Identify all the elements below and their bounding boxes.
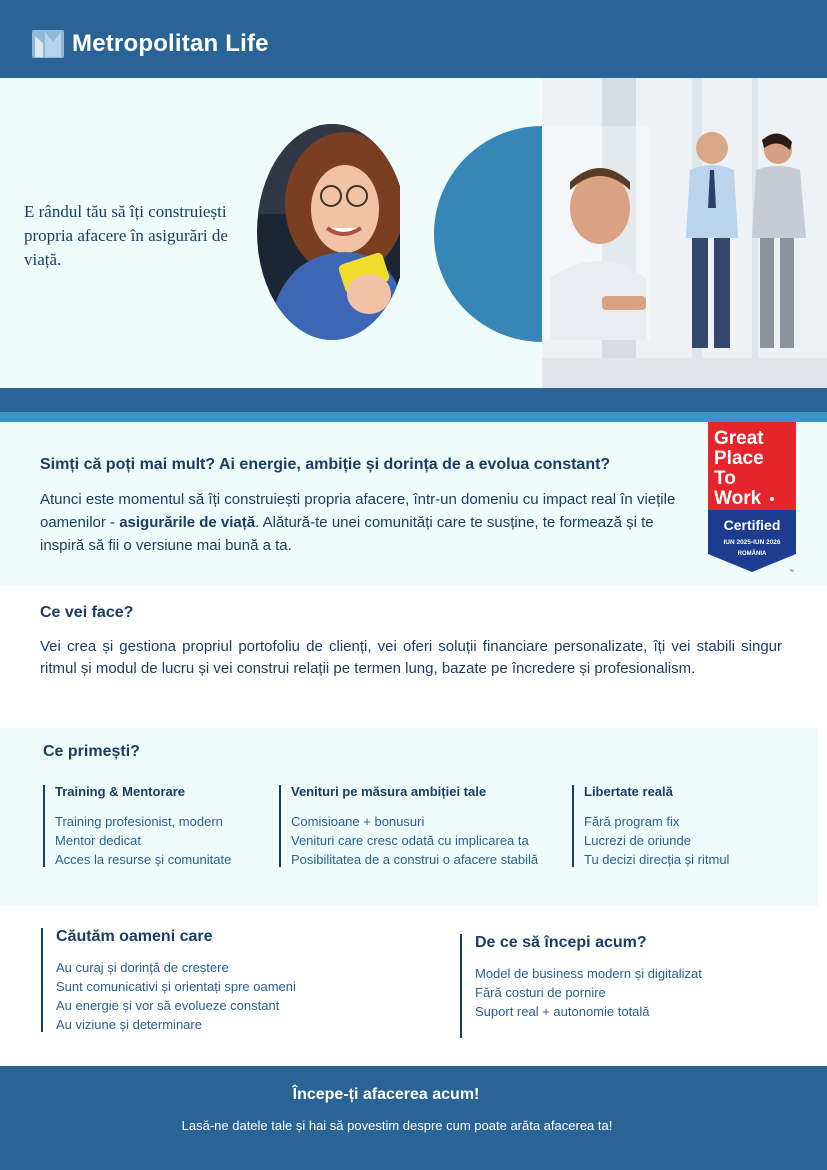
header [0,0,827,78]
cta-footer [0,1066,827,1170]
badge-period: IUN 2025-IUN 2026 [723,539,781,546]
list-item: Posibilitatea de a construi o afacere stabilă [291,852,539,867]
what-title: Ce vei face? [40,604,134,621]
benefit-column-title: Training & Mentorare [55,784,186,799]
office-people-photo [542,78,827,388]
badge-country: ROMÂNIA [737,551,767,557]
benefit-list [584,812,802,869]
list-item: Au viziune și determinare [56,1017,202,1032]
list-item: Au curaj și dorință de creștere [56,960,229,975]
list-item: Venituri care cresc odată cu implicarea ta [291,833,529,848]
hero-tagline: E rândul tău să îți construiești propria afacere în asigurări de viață. [24,202,228,269]
intro-text-part2: . Alătură-te unei comunități care te susține, te formează și te inspiră să fii o versiune mai bună a ta. [40,514,654,554]
list-item: Suport real + autonomie totală [475,1004,650,1019]
list-item: Comisioane + bonusuri [291,814,425,829]
people-we-seek-block [41,928,401,1032]
list-item: Tu decizi direcția și ritmul [584,852,730,867]
intro-title: Simți că poți mai mult? Ai energie, ambiție și dorința de a evolua constant? [40,456,611,473]
people-title: Căutăm oameni care [56,928,213,945]
benefit-list [55,812,273,869]
list-item: Mentor dedicat [55,833,141,848]
divider-band-light [0,412,827,422]
brand-name: Metropolitan Life [72,30,269,57]
badge-certified: Certified [723,517,781,533]
benefit-list [291,812,569,869]
benefits-section [0,728,818,906]
divider-band-dark [0,388,827,412]
what-you-do-section [0,586,827,728]
intro-section [0,422,827,586]
benefit-column-freedom [572,785,802,867]
badge-tm: ™ [789,569,794,574]
brand-logo[interactable] [32,28,269,60]
cta-subtitle: Lasă-ne datele tale și hai să povestim despre cum poate arăta afacerea ta! [181,1118,613,1133]
cta-title[interactable]: Începe-ți afacerea acum! [292,1086,480,1103]
why-start-now-block [460,934,780,1038]
badge-line1: Great [714,428,764,449]
benefit-column-training [43,785,273,867]
badge-line2: Place [714,448,764,469]
list-item: Sunt comunicativi și orientați spre oameni [56,979,296,994]
benefit-column-income [279,785,569,867]
list-item: Fără costuri de pornire [475,985,606,1000]
benefits-title: Ce primești? [43,743,140,760]
metlife-logo-icon [32,28,64,60]
requirements-section [0,906,827,1066]
benefit-column-title: Venituri pe măsura ambiției tale [291,784,487,799]
intro-text [40,488,680,557]
list-item: Lucrezi de oriunde [584,833,691,848]
list-item: Training profesionist, modern [55,814,223,829]
intro-text-part1: Atunci este momentul să îți construiești propria afacere, într-un domeniu cu impact real în viețile oamenilor - [40,491,676,531]
what-text: Vei crea și gestiona propriul portofoliu de clienți, vei oferi soluții financiare personalizate, îți vei stabili singur ritmul și modul de lucru și vei construi relații pe termen lung, bazate pe încredere și profesionalism. [40,638,782,677]
intro-text-bold: asigurările de viață [119,514,256,531]
badge-line4: Work [714,488,762,509]
list-item: Acces la resurse și comunitate [55,852,232,867]
people-list [56,958,401,1034]
why-title: De ce să începi acum? [475,934,647,951]
great-place-to-work-badge [708,422,796,579]
hero-section [0,78,827,388]
list-item: Fără program fix [584,814,680,829]
why-list [475,964,780,1021]
badge-line3: To [714,468,736,489]
list-item: Model de business modern și digitalizat [475,966,702,981]
benefit-column-title: Libertate reală [584,784,673,799]
woman-with-phone-photo [257,124,407,340]
list-item: Au energie și vor să evolueze constant [56,998,280,1013]
